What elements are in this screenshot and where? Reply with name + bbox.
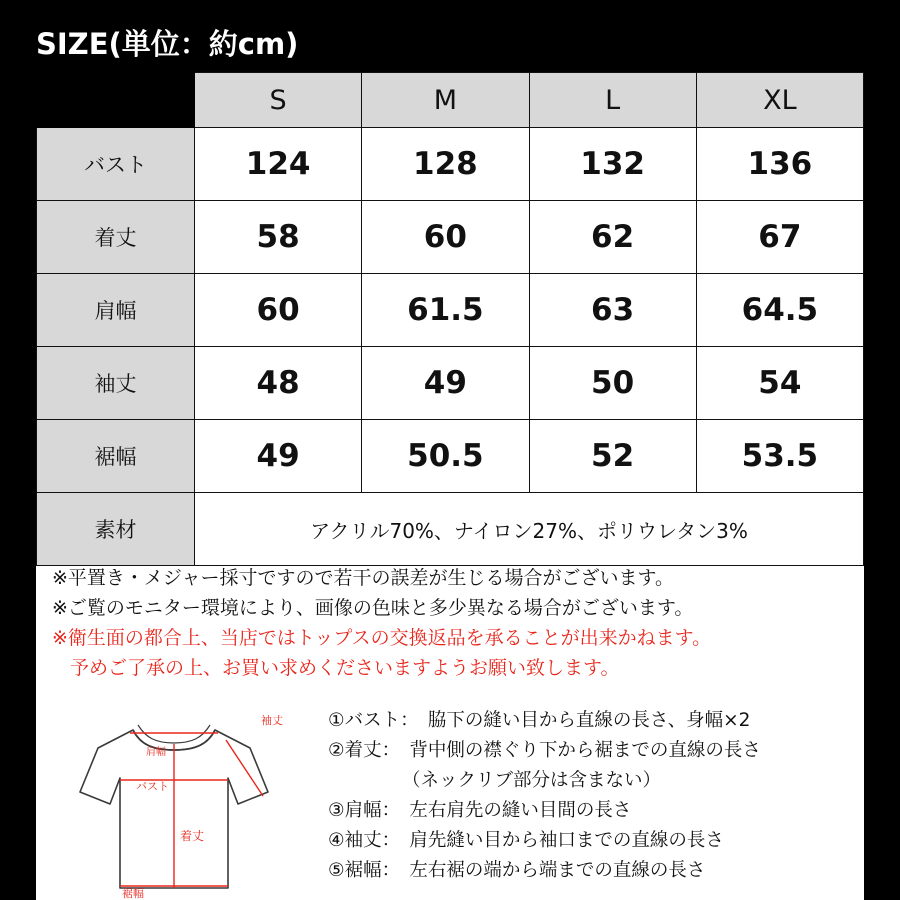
legend-item-length-note: （ネックリブ部分は含まない） (402, 770, 662, 791)
cell-shoulder-s: 60 (195, 274, 362, 347)
table-row (37, 347, 864, 420)
cell-hem-s: 49 (195, 420, 362, 493)
diagram-and-legend (36, 700, 864, 900)
notes-block (52, 563, 852, 683)
shirt-diagram (58, 700, 328, 900)
row-label-hem: 裾幅 (37, 420, 195, 493)
size-table (36, 72, 864, 566)
size-table-container (36, 72, 864, 566)
cell-hem-xl: 53.5 (696, 420, 863, 493)
cell-length-xl: 67 (696, 201, 863, 274)
legend-item-bust: ①バスト： 脇下の縫い目から直線の長さ、身幅×2 (328, 710, 751, 731)
cell-hem-m: 50.5 (362, 420, 529, 493)
shirt-illustration (58, 700, 328, 900)
row-label-bust: バスト (37, 128, 195, 201)
row-label-shoulder: 肩幅 (37, 274, 195, 347)
diagram-label-hem: 裾幅 (122, 887, 144, 900)
table-row (37, 274, 864, 347)
left-black-bar (0, 72, 36, 900)
diagram-label-length: 着丈 (180, 829, 205, 843)
cell-shoulder-m: 61.5 (362, 274, 529, 347)
legend-item-length: ②着丈： 背中側の襟ぐり下から裾までの直線の長さ (328, 740, 761, 761)
diagram-label-shoulder: 肩幅 (146, 747, 166, 758)
cell-bust-m: 128 (362, 128, 529, 201)
legend-item-shoulder: ③肩幅： 左右肩先の縫い目間の長さ (328, 800, 632, 821)
size-column-m: M (362, 73, 529, 128)
legend-item-hem: ⑤裾幅： 左右裾の端から端までの直線の長さ (328, 860, 706, 881)
diagram-label-sleeve: 袖丈 (261, 714, 283, 727)
cell-material-value: アクリル70%、ナイロン27%、ポリウレタン3% (195, 493, 864, 566)
note-line-1: ※平置き・メジャー採寸ですので若干の誤差が生じる場合がございます。 (52, 567, 675, 589)
size-column-xl: XL (696, 73, 863, 128)
table-row (37, 128, 864, 201)
row-label-sleeve: 袖丈 (37, 347, 195, 420)
cell-bust-l: 132 (529, 128, 696, 201)
cell-hem-l: 52 (529, 420, 696, 493)
row-label-length: 着丈 (37, 201, 195, 274)
cell-shoulder-l: 63 (529, 274, 696, 347)
cell-sleeve-l: 50 (529, 347, 696, 420)
cell-length-m: 60 (362, 201, 529, 274)
cell-sleeve-s: 48 (195, 347, 362, 420)
table-row (37, 201, 864, 274)
diagram-label-bust: バスト (136, 780, 169, 793)
note-line-2: ※ご覧のモニター環境により、画像の色味と多少異なる場合がございます。 (52, 597, 694, 619)
table-corner-cell (37, 73, 195, 128)
size-column-l: L (529, 73, 696, 128)
cell-bust-s: 124 (195, 128, 362, 201)
size-column-s: S (195, 73, 362, 128)
table-row-material (37, 493, 864, 566)
note-line-3: ※衛生面の都合上、当店ではトップスの交換返品を承ることが出来かねます。 (52, 627, 712, 649)
cell-length-l: 62 (529, 201, 696, 274)
legend-item-sleeve: ④袖丈： 肩先縫い目から袖口までの直線の長さ (328, 830, 724, 851)
table-header-row (37, 73, 864, 128)
cell-bust-xl: 136 (696, 128, 863, 201)
right-black-bar (864, 72, 900, 900)
cell-length-s: 58 (195, 201, 362, 274)
page-title: SIZE(単位：約cm) (36, 27, 299, 61)
top-black-bar (0, 0, 900, 20)
legend-block (328, 706, 864, 886)
note-line-4: 予めご了承の上、お買い求めくださいますようお願い致します。 (70, 657, 620, 679)
cell-sleeve-xl: 54 (696, 347, 863, 420)
cell-shoulder-xl: 64.5 (696, 274, 863, 347)
row-label-material: 素材 (37, 493, 195, 566)
cell-sleeve-m: 49 (362, 347, 529, 420)
table-row (37, 420, 864, 493)
